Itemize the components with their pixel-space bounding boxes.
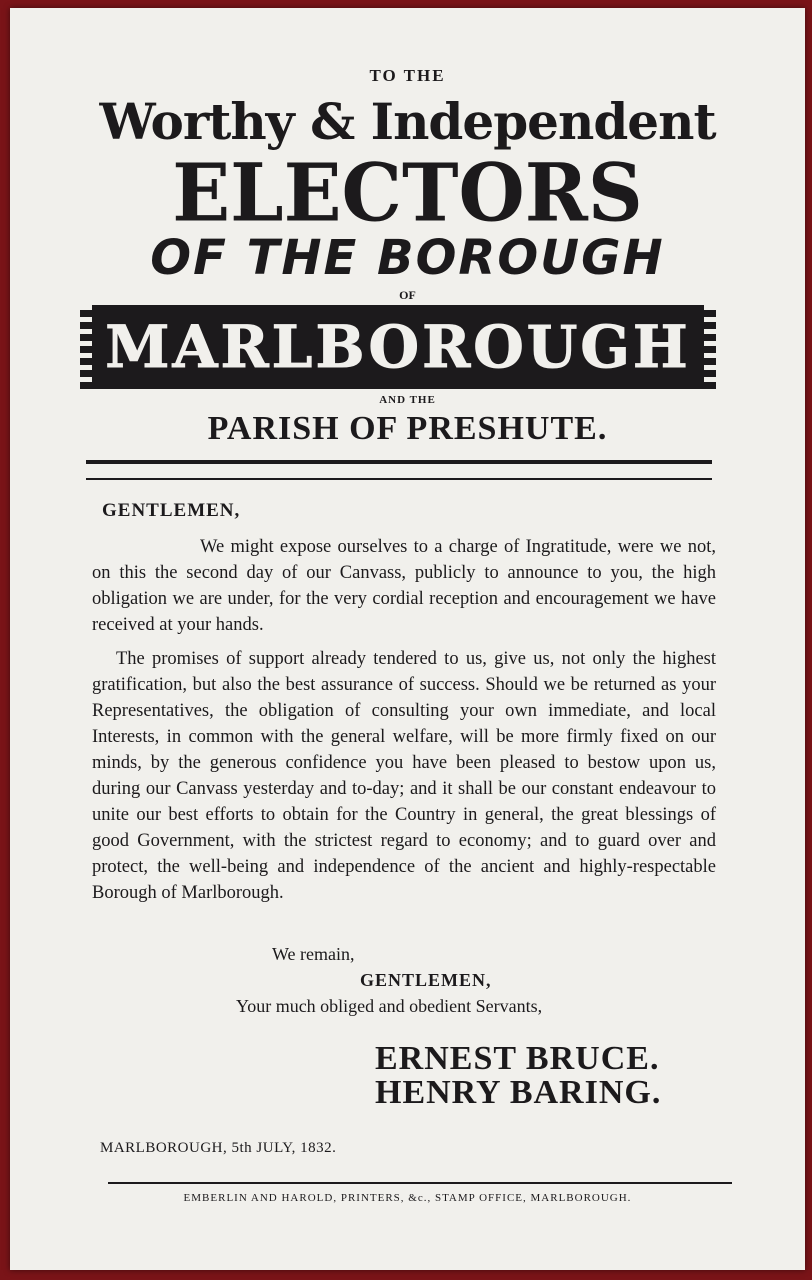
broadside-poster xyxy=(10,8,805,1270)
signatory-henry-baring: HENRY BARING. xyxy=(375,1074,662,1111)
of-line: OF xyxy=(399,288,416,302)
to-the-line: TO THE xyxy=(369,66,446,85)
of-the-borough-heading: OF THE BOROUGH xyxy=(150,230,665,286)
and-the-line: AND THE xyxy=(379,394,436,406)
greeting: GENTLEMEN, xyxy=(102,500,241,521)
paragraph-gratitude: We might expose ourselves to a charge of Ingratitude, were we not, on this the second day of our Canvass, publicly to announce to you, the high obligation we are under, for the very cordial reception and encouragement we have received at your hands. xyxy=(92,537,716,635)
dateline: MARLBOROUGH, 5th JULY, 1832. xyxy=(100,1140,337,1156)
paragraph-promises: The promises of support already tendered to us, give us, not only the highest gratification, but also the best assurance of success. Should we be returned as your Representatives, the obligation of consulting your own immediate, and local Interests, in common with the general welfare, will be more firmly fixed on our minds, by the generous confidence you have been pleased to bestow upon us, during our Canvass yesterday and to-day; and it shall be our constant endeavour to unite our best efforts to obtain for the Country in general, the great blessings of good Government, with the strictest regard to economy; and to guard over and protect, the well-being and independence of the ancient and highly-respectable Borough of Marlborough. xyxy=(92,649,716,903)
thick-divider xyxy=(86,460,712,464)
worthy-independent-heading: Worthy & Independent xyxy=(99,92,716,151)
we-remain: We remain, xyxy=(272,944,355,964)
marlborough-heading: MARLBOROUGH xyxy=(105,313,691,381)
signatory-ernest-bruce: ERNEST BRUCE. xyxy=(375,1040,660,1077)
marlborough-banner xyxy=(80,305,716,389)
closing-gentlemen: GENTLEMEN, xyxy=(360,970,492,990)
servants-line: Your much obliged and obedient Servants, xyxy=(236,996,543,1016)
footer-divider xyxy=(108,1182,732,1184)
parish-heading: PARISH OF PRESHUTE. xyxy=(207,410,608,447)
thin-divider xyxy=(86,478,712,480)
printer-imprint: EMBERLIN AND HAROLD, PRINTERS, &c., STAMP OFFICE, MARLBOROUGH. xyxy=(183,1192,632,1204)
electors-heading: ELECTORS xyxy=(172,145,643,240)
